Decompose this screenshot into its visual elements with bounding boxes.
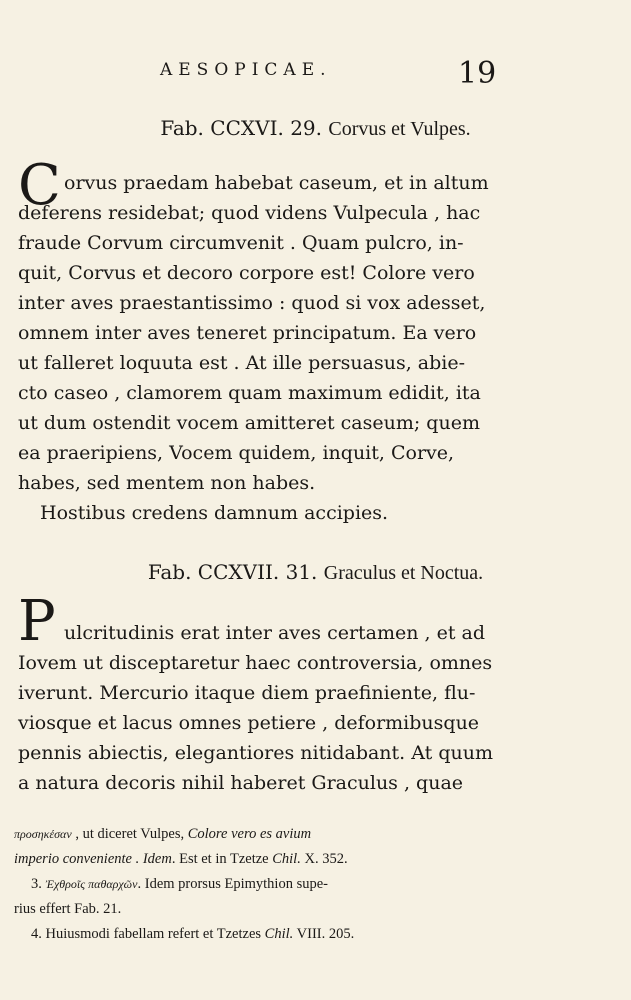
text-line: cto caseo , clamorem quam maximum edidit, ita [18, 382, 481, 404]
fable-number: CCXVI. [210, 116, 284, 140]
fable-label: Fab. [147, 560, 192, 584]
text-line: ut dum ostendit vocem amitteret caseum; quem [18, 412, 480, 434]
footnote-marker: 3. [31, 876, 42, 892]
text-line: quit, Corvus et decoro corpore est! Colore vero [18, 262, 475, 284]
fable-reference: 31. [285, 560, 318, 584]
footnote-line: imperio conveniente . Idem. Est et in Tzetze Chil. X. 352. [14, 851, 348, 867]
text-line: pennis abiectis, elegantiores nitidabant. At quum [18, 742, 493, 764]
footnote-line: rius effert Fab. 21. [14, 901, 122, 917]
greek-phrase: Ἐχθροῖς παθαρχῶν [45, 877, 138, 891]
fable-label: Fab. [160, 116, 204, 140]
text-line: fraude Corvum circumvenit . Quam pulcro, in- [18, 232, 464, 254]
fable-number: CCXVII. [197, 560, 280, 584]
page-number: 19 [458, 56, 497, 91]
fable-body [18, 589, 618, 798]
text-line: deferens residebat; quod videns Vulpecula , hac [18, 202, 481, 224]
text-line: ut falleret loquuta est . At ille persuasus, abie- [18, 352, 466, 374]
fable-heading [0, 116, 631, 141]
moral-line: Hostibus credens damnum accipies. [40, 502, 389, 524]
text-line: habes, sed mentem non habes. [18, 472, 316, 494]
running-head [0, 56, 631, 91]
drop-cap: C [18, 153, 61, 218]
fable-body [18, 153, 618, 528]
text-line: ulcritudinis erat inter aves certamen , et ad [64, 622, 486, 644]
text-line: iverunt. Mercurio itaque diem praefiniente, flu- [18, 682, 476, 704]
drop-cap: P [18, 589, 56, 654]
running-title: AESOPICAE. [160, 60, 332, 80]
fable-heading [0, 560, 631, 585]
text-line: ea praeripiens, Vocem quidem, inquit, Corve, [18, 442, 455, 464]
greek-word: προσηκέσαν [14, 827, 72, 841]
fable-title: Corvus et Vulpes. [328, 118, 471, 140]
fable-reference: 29. [290, 116, 322, 140]
footnote-line: προσηκέσαν , ut diceret Vulpes, Colore vero es avium [14, 826, 312, 842]
text-line: omnem inter aves teneret principatum. Ea vero [18, 322, 477, 344]
footnote-marker: 4. [31, 926, 42, 942]
footnote-line: 4. Huiusmodi fabellam refert et Tzetzes Chil. VIII. 205. [31, 926, 355, 942]
fable-title: Graculus et Noctua. [323, 562, 484, 584]
footnote-line: 3. Ἐχθροῖς παθαρχῶν. Idem prorsus Epimythion supe- [31, 876, 328, 892]
text-line: inter aves praestantissimo : quod si vox adesset, [18, 292, 486, 314]
text-line: a natura decoris nihil haberet Graculus , quae [18, 772, 464, 794]
text-line: orvus praedam habebat caseum, et in altum [64, 172, 489, 194]
footnotes [14, 822, 618, 947]
text-line: Iovem ut disceptaretur haec controversia, omnes [18, 652, 493, 674]
text-line: viosque et lacus omnes petiere , deformibusque [18, 712, 480, 734]
